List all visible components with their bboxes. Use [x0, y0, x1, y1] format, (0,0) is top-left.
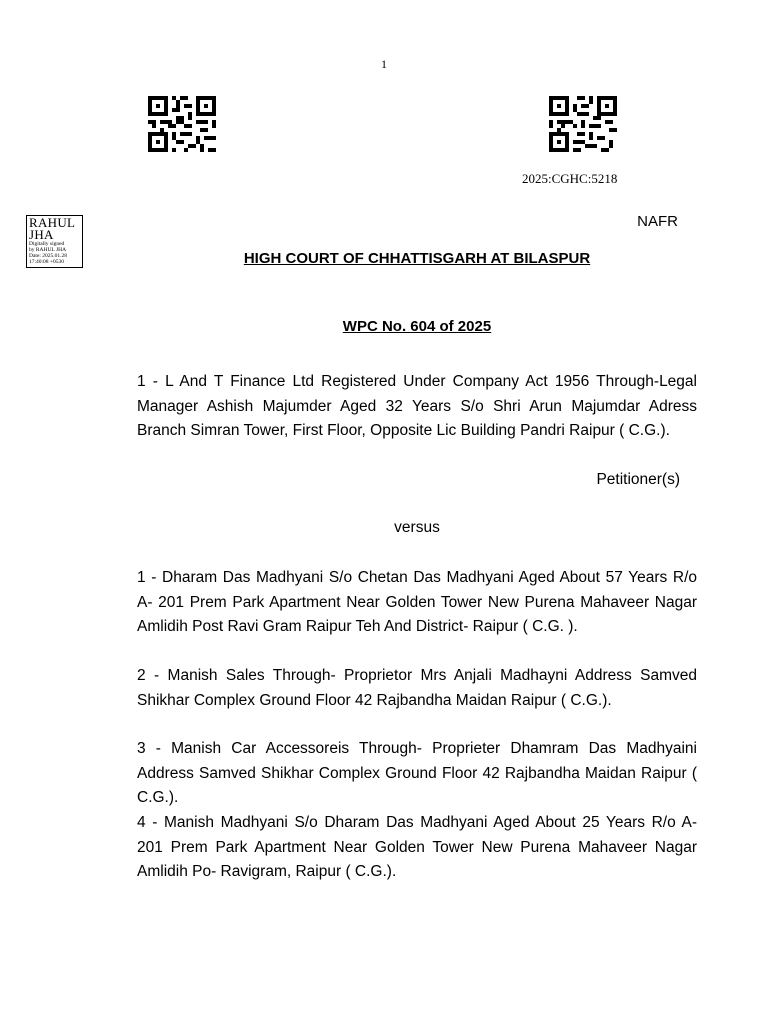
respondent-paragraph-1: 1 - Dharam Das Madhyani S/o Chetan Das Madhyani Aged About 57 Years R/o A- 201 Prem Park Apartment Near Golden Tower New Purena Mahaveer Nagar Amlidih Post Ravi Gram Raipur Teh And District- Raipur ( C.G. ). — [137, 569, 697, 635]
signature-note-line2: by RAHUL JHA — [29, 247, 67, 253]
case-number: WPC No. 604 of 2025 — [342, 318, 492, 335]
page-number: 1 — [381, 57, 387, 71]
qr-code-right-icon — [549, 96, 617, 152]
neutral-citation: 2025:CGHC:5218 — [522, 171, 618, 186]
signer-name-line1: RAHUL — [29, 215, 76, 230]
signer-name-line2: JHA — [29, 227, 54, 242]
versus-label: versus — [394, 519, 440, 536]
respondent-paragraph-4: 4 - Manish Madhyani S/o Dharam Das Madhyani Aged About 25 Years R/o A- 201 Prem Park Apartment Near Golden Tower New Purena Mahaveer Nagar Amlidih Po- Ravigram, Raipur ( C.G.). — [137, 814, 697, 880]
signature-note-line3: Date: 2025.01.28 — [29, 253, 68, 259]
petitioner-label: Petitioner(s) — [596, 471, 680, 488]
nafr-label: NAFR — [637, 213, 678, 230]
petitioner-paragraph: 1 - L And T Finance Ltd Registered Under Company Act 1956 Through-Legal Manager Ashish Majumder Aged 32 Years S/o Shri Arun Majumdar Adress Branch Simran Tower, First Floor, Opposite Lic Building Pandri Raipur ( C.G.). — [137, 373, 697, 439]
respondent-paragraph-2: 2 - Manish Sales Through- Proprietor Mrs Anjali Madhayni Address Samved Shikhar Complex Ground Floor 42 Rajbandha Maidan Raipur ( C.G.). — [137, 667, 697, 709]
signature-note-line4: 17:40:08 +0530 — [29, 259, 65, 265]
qr-code-left-icon — [148, 96, 216, 152]
respondent-paragraph-3: 3 - Manish Car Accessoreis Through- Proprieter Dhamram Das Madhyaini Address Samved Shikhar Complex Ground Floor 42 Rajbandha Maidan Raipur ( C.G.). — [137, 740, 697, 806]
court-title: HIGH COURT OF CHHATTISGARH AT BILASPUR — [243, 250, 591, 267]
signature-note-line1: Digitally signed — [29, 241, 65, 247]
